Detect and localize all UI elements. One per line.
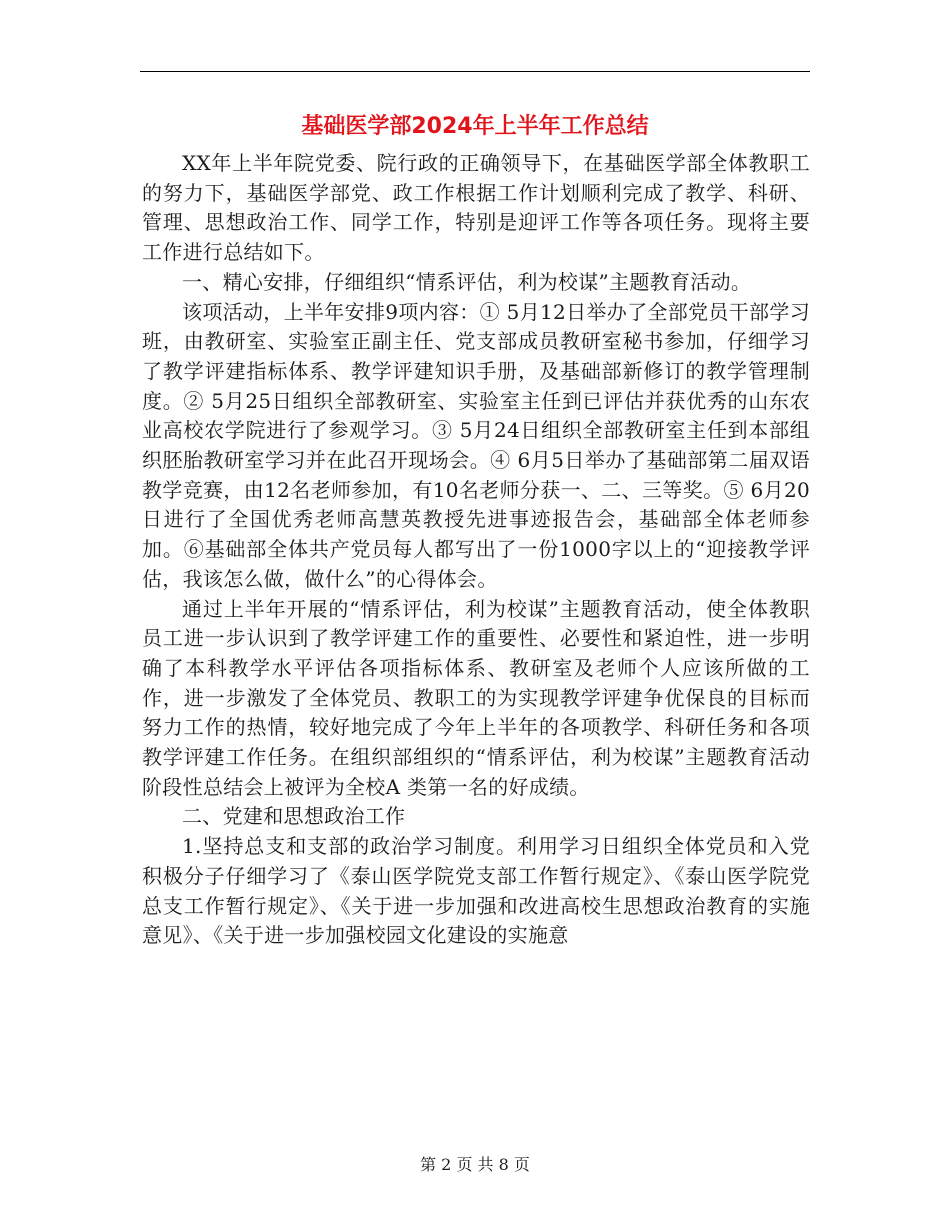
document-body [142, 149, 810, 951]
paragraph-study-system: 1.坚持总支和支部的政治学习制度。利用学习日组织全体党员和入党积极分子仔细学习了《泰山医学院党支部工作暂行规定》、《泰山医学院党总支工作暂行规定》、《关于进一步加强和改进高校生思想政治教育的实施意见》、《关于进一步加强校园文化建设的实施意 [142, 834, 810, 948]
document-title: 基础医学部2024年上半年工作总结 [301, 114, 649, 139]
paragraph-intro: XX年上半年院党委、院行政的正确领导下，在基础医学部全体教职工的努力下，基础医学部党、政工作根据工作计划顺利完成了教学、科研、管理、思想政治工作、同学工作，特别是迎评工作等各项任务。现将主要工作进行总结如下。 [142, 151, 810, 265]
paragraph-activities: 该项活动，上半年安排9项内容：① 5月12日举办了全部党员干部学习班，由教研室、实验室正副主任、党支部成员教研室秘书参加，仔细学习了教学评建指标体系、教学评建知识手册，及基础部新修订的教学管理制度。② 5月25日组织全部教研室、实验室主任到已评估并获优秀的山东农业高校农学院进行了参观学习。③ 5月24日组织全部教研室主任到本部组织胚胎教研室学习并在此召开现场会。④ 6月5日举办了基础部第二届双语教学竞赛，由12名老师参加，有10名老师分获一、二、三等奖。⑤ 6月20日进行了全国优秀老师高慧英教授先进事迹报告会，基础部全体老师参加。⑥基础部全体共产党员每人都写出了一份1000字以上的“迎接教学评估，我该怎么做，做什么”的心得体会。 [142, 299, 810, 591]
page-footer: 第 2 页 共 8 页 [420, 1155, 530, 1174]
section-heading-2: 二、党建和思想政治工作 [182, 804, 406, 829]
header-rule [140, 71, 810, 72]
section-heading-1: 一、精心安排，仔细组织“情系评估，利为校谋”主题教育活动。 [182, 269, 752, 294]
paragraph-results: 通过上半年开展的“情系评估，利为校谋”主题教育活动，使全体教职员工进一步认识到了教学评建工作的重要性、必要性和紧迫性，进一步明确了本科教学水平评估各项指标体系、教研室及老师个人应该所做的工作，进一步激发了全体党员、教职工的为实现教学评建争优保良的目标而努力工作的热情，较好地完成了今年上半年的各项教学、科研任务和各项教学评建工作任务。在组织部组织的“情系评估，利为校谋”主题教育活动阶段性总结会上被评为全校A 类第一名的好成绩。 [142, 596, 810, 799]
